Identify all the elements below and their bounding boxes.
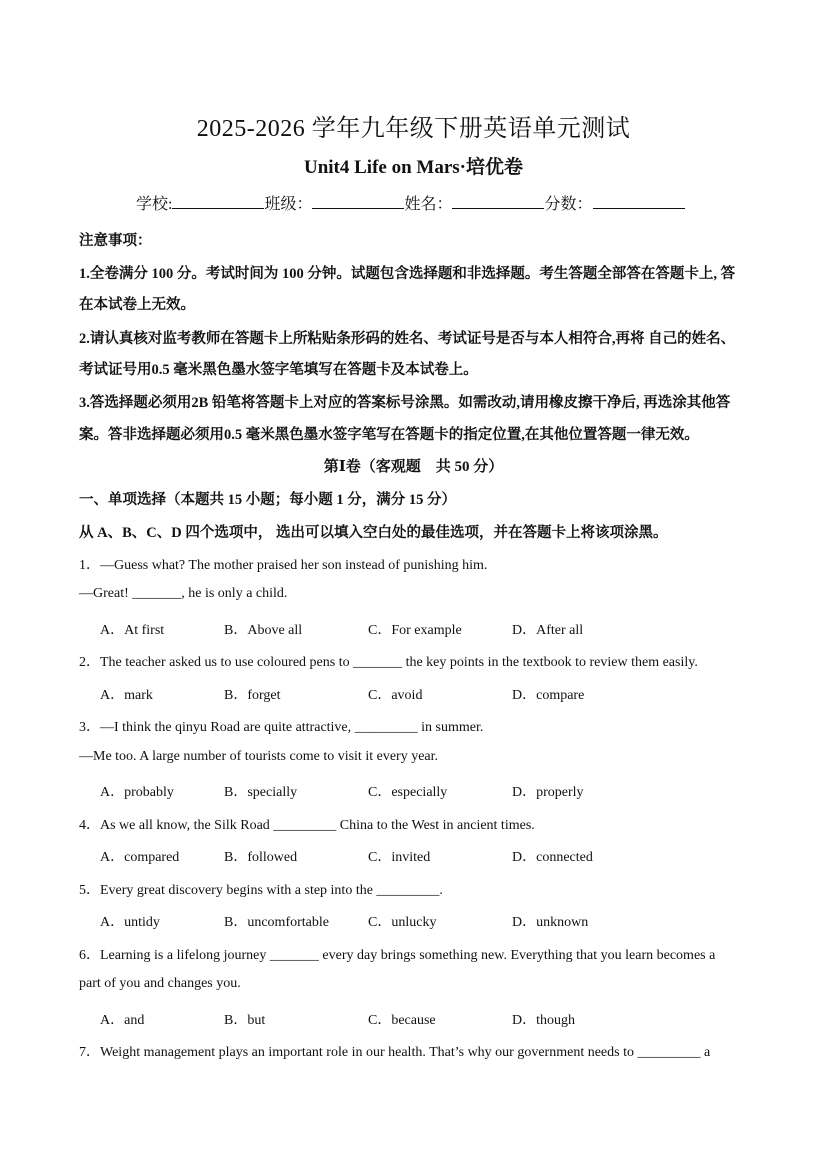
option-b[interactable]: B．forget bbox=[224, 688, 281, 703]
notice-line: 1.全卷满分 100 分。考试时间为 100 分钟。试题包含选择题和非选择题。考生答题全部答在答题卡上, 答 bbox=[79, 266, 736, 282]
school-blank[interactable] bbox=[172, 194, 264, 209]
school-label: 学校: bbox=[136, 196, 173, 213]
score-blank[interactable] bbox=[593, 194, 685, 209]
question-text: 5．Every great discovery begins with a step into the _________. bbox=[79, 883, 443, 898]
score-label: 分数： bbox=[544, 196, 593, 213]
option-c[interactable]: C．especially bbox=[368, 785, 448, 800]
option-d[interactable]: D．compare bbox=[512, 688, 585, 703]
class-label: 班级： bbox=[264, 196, 313, 213]
volume-heading: 第Ⅰ卷（客观题 共 50 分） bbox=[323, 459, 504, 475]
option-b[interactable]: B．but bbox=[224, 1013, 266, 1028]
page-subtitle: Unit4 Life on Mars·培优卷 bbox=[303, 157, 524, 178]
part-title: 一、单项选择（本题共 15 小题；每小题 1 分，满分 15 分） bbox=[79, 492, 456, 508]
question-text: 4．As we all know, the Silk Road _________ China to the West in ancient times. bbox=[79, 818, 535, 833]
info-fields bbox=[136, 191, 685, 214]
question-text: 1．—Guess what? The mother praised her son instead of punishing him. bbox=[79, 558, 488, 573]
option-a[interactable]: A．At first bbox=[100, 623, 165, 638]
option-d[interactable]: D．After all bbox=[512, 623, 584, 638]
notice-line: 3.答选择题必须用2B 铅笔将答题卡上对应的答案标号涂黑。如需改动,请用橡皮擦干净后, 再选涂其他答 bbox=[79, 395, 731, 411]
question-text: 7．Weight management plays an important role in our health. That’s why our government needs to _________ a bbox=[79, 1045, 711, 1060]
class-blank[interactable] bbox=[312, 194, 404, 209]
option-d[interactable]: D．properly bbox=[512, 785, 584, 800]
option-a[interactable]: A．probably bbox=[100, 785, 174, 800]
question-text: part of you and changes you. bbox=[79, 976, 241, 991]
question-text: —Me too. A large number of tourists come to visit it every year. bbox=[79, 749, 439, 764]
question-text: 3．—I think the qinyu Road are quite attractive, _________ in summer. bbox=[79, 720, 484, 735]
notice-line: 考试证号用0.5 毫米黑色墨水签字笔填写在答题卡及本试卷上。 bbox=[79, 362, 478, 378]
option-c[interactable]: C．avoid bbox=[368, 688, 423, 703]
option-c[interactable]: C．For example bbox=[368, 623, 462, 638]
option-d[interactable]: D．though bbox=[512, 1013, 575, 1028]
notice-heading: 注意事项： bbox=[79, 233, 152, 249]
notice-line: 案。答非选择题必须用0.5 毫米黑色墨水签字笔写在答题卡的指定位置,在其他位置答题一律无效。 bbox=[79, 427, 699, 443]
page-title: 2025-2026 学年九年级下册英语单元测试 bbox=[196, 116, 631, 142]
option-a[interactable]: A．untidy bbox=[100, 915, 160, 930]
question-text: —Great! _______, he is only a child. bbox=[79, 586, 288, 601]
option-a[interactable]: A．compared bbox=[100, 850, 180, 865]
question-text: 2．The teacher asked us to use coloured pens to _______ the key points in the textbook to review them easily. bbox=[79, 655, 698, 670]
option-a[interactable]: A．mark bbox=[100, 688, 153, 703]
option-b[interactable]: B．uncomfortable bbox=[224, 915, 329, 930]
option-d[interactable]: D．connected bbox=[512, 850, 593, 865]
option-a[interactable]: A．and bbox=[100, 1013, 145, 1028]
option-c[interactable]: C．because bbox=[368, 1013, 436, 1028]
name-blank[interactable] bbox=[452, 194, 544, 209]
option-d[interactable]: D．unknown bbox=[512, 915, 589, 930]
part-instruction: 从 A、B、C、D 四个选项中， 选出可以填入空白处的最佳选项，并在答题卡上将该项涂黑。 bbox=[79, 525, 668, 541]
option-b[interactable]: B．specially bbox=[224, 785, 298, 800]
name-label: 姓名： bbox=[404, 196, 453, 213]
option-b[interactable]: B．Above all bbox=[224, 623, 303, 638]
notice-line: 2.请认真核对监考教师在答题卡上所粘贴条形码的姓名、考试证号是否与本人相符合,再将 自己的姓名、 bbox=[79, 331, 736, 347]
option-c[interactable]: C．invited bbox=[368, 850, 431, 865]
notice-line: 在本试卷上无效。 bbox=[79, 297, 195, 313]
option-c[interactable]: C．unlucky bbox=[368, 915, 437, 930]
question-text: 6．Learning is a lifelong journey _______ every day brings something new. Everything that you learn becomes a bbox=[79, 948, 716, 963]
option-b[interactable]: B．followed bbox=[224, 850, 298, 865]
